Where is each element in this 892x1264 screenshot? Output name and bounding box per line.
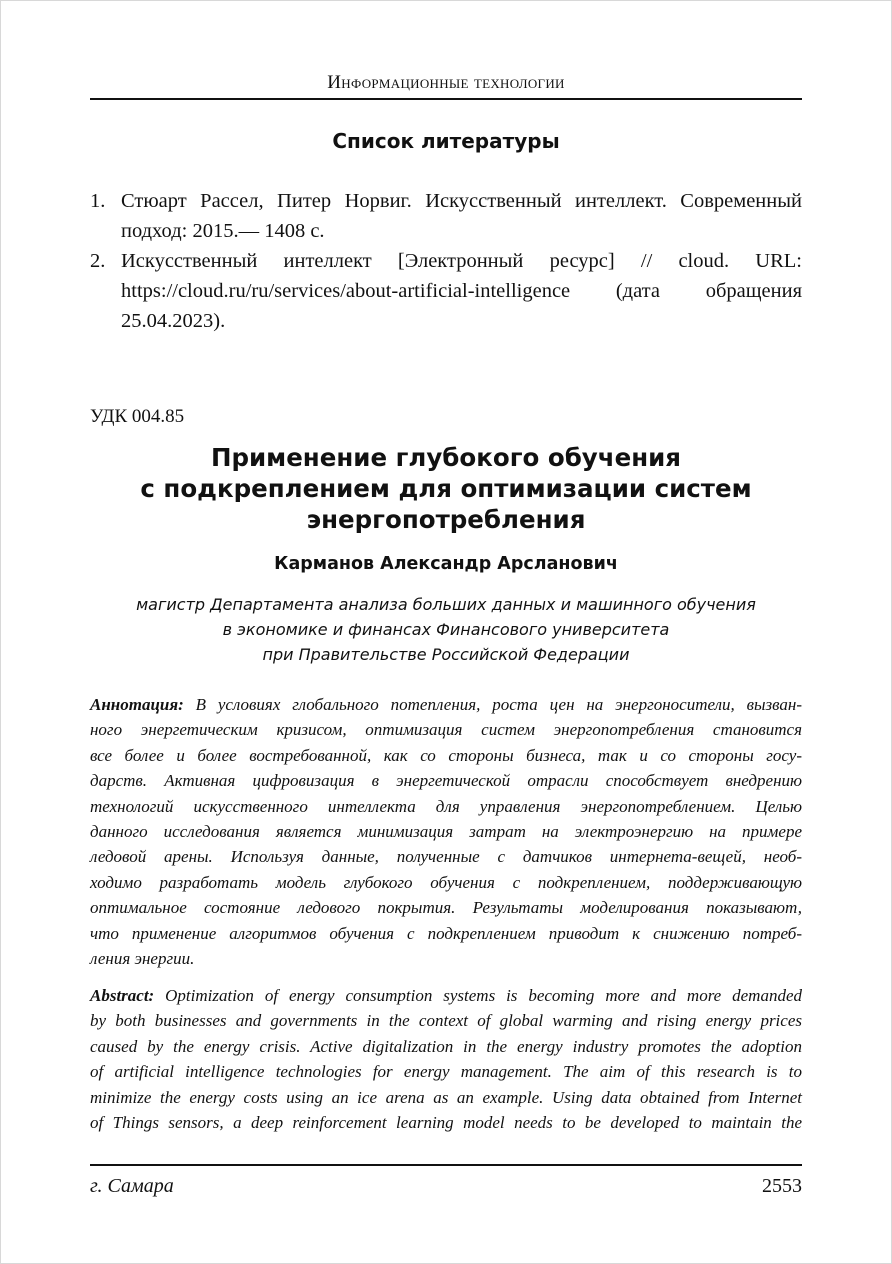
reference-text: Искусственный интеллект [Электронный ресурс] // cloud. URL: https://cloud.ru/ru/services/about-artificial-intelligence (дата обращения 25.04.2023). bbox=[121, 250, 802, 332]
abstract-line: все более и более востребованной, как со стороны бизнеса, так и со стороны госу- bbox=[90, 745, 802, 765]
abstract-english-label: Abstract: bbox=[90, 986, 155, 1005]
article-title-line: Применение глубокого обучения bbox=[210, 443, 682, 472]
udk-code: УДК 004.85 bbox=[90, 406, 185, 427]
abstract-russian-label: Аннотация: bbox=[90, 695, 184, 714]
abstract-line: технологий искусственного интеллекта для управления энергопотреблением. Целью bbox=[90, 796, 802, 816]
header-rule bbox=[90, 98, 802, 100]
reference-text: Стюарт Рассел, Питер Норвиг. Искусственный интеллект. Современный подход: 2015.— 1408 с. bbox=[121, 190, 802, 242]
footer-city: г. Самара bbox=[90, 1175, 174, 1197]
footer-rule bbox=[90, 1164, 802, 1166]
reference-item bbox=[90, 246, 802, 336]
abstract-line: оптимальное состояние ледового покрытия. Результаты моделирования показывают, bbox=[90, 898, 802, 918]
author-name: Карманов Александр Арсланович bbox=[274, 554, 618, 574]
author-affiliation bbox=[90, 592, 802, 667]
reference-item bbox=[90, 186, 802, 246]
article-title bbox=[90, 442, 802, 535]
article-title-line: с подкреплением для оптимизации систем bbox=[140, 474, 752, 503]
abstract-line: ходимо разработать модель глубокого обучения с подкреплением, поддерживающую bbox=[90, 872, 802, 892]
reference-number: 1. bbox=[90, 190, 106, 212]
abstract-line: Optimization of energy consumption systems is becoming more and more demanded bbox=[165, 986, 802, 1005]
reference-number: 2. bbox=[90, 250, 106, 272]
reference-list bbox=[90, 186, 802, 336]
running-header: Информационные технологии bbox=[327, 72, 565, 93]
abstract-line: ледовой арены. Используя данные, полученные с датчиков интернета-вещей, необ- bbox=[90, 847, 802, 867]
abstract-line: ления энергии. bbox=[90, 949, 195, 969]
abstract-line: caused by the energy crisis. Active digitalization in the energy industry promotes the adoption bbox=[90, 1036, 802, 1056]
article-title-line: энергопотребления bbox=[306, 505, 586, 534]
page-number: 2553 bbox=[762, 1175, 802, 1197]
affiliation-line: при Правительстве Российской Федерации bbox=[262, 645, 630, 664]
abstract-line: ного энергетическим кризисом, оптимизация систем энергопотребления становится bbox=[90, 720, 802, 740]
abstract-line: В условиях глобального потепления, роста цен на энергоносители, вызван- bbox=[195, 695, 802, 714]
references-heading: Список литературы bbox=[332, 129, 560, 153]
abstract-russian bbox=[90, 692, 802, 971]
abstract-line: данного исследования является минимизация затрат на электроэнергию на примере bbox=[90, 822, 802, 842]
affiliation-line: в экономике и финансах Финансового университета bbox=[222, 620, 670, 639]
abstract-line: of artificial intelligence technologies for energy management. The aim of this research is to bbox=[90, 1062, 802, 1082]
abstract-line: by both businesses and governments in the context of global warming and rising energy prices bbox=[90, 1011, 802, 1031]
affiliation-line: магистр Департамента анализа больших данных и машинного обучения bbox=[136, 595, 756, 614]
abstract-line: дарств. Активная цифровизация в энергетической отрасли способствует внедрению bbox=[90, 771, 802, 791]
abstract-line: of Things sensors, a deep reinforcement learning model needs to be developed to maintain the bbox=[90, 1113, 802, 1133]
abstract-line: minimize the energy costs using an ice arena as an example. Using data obtained from Internet bbox=[90, 1087, 802, 1107]
abstract-line: что применение алгоритмов обучения с подкреплением приводит к снижению потреб- bbox=[90, 923, 802, 943]
abstract-english bbox=[90, 983, 802, 1135]
